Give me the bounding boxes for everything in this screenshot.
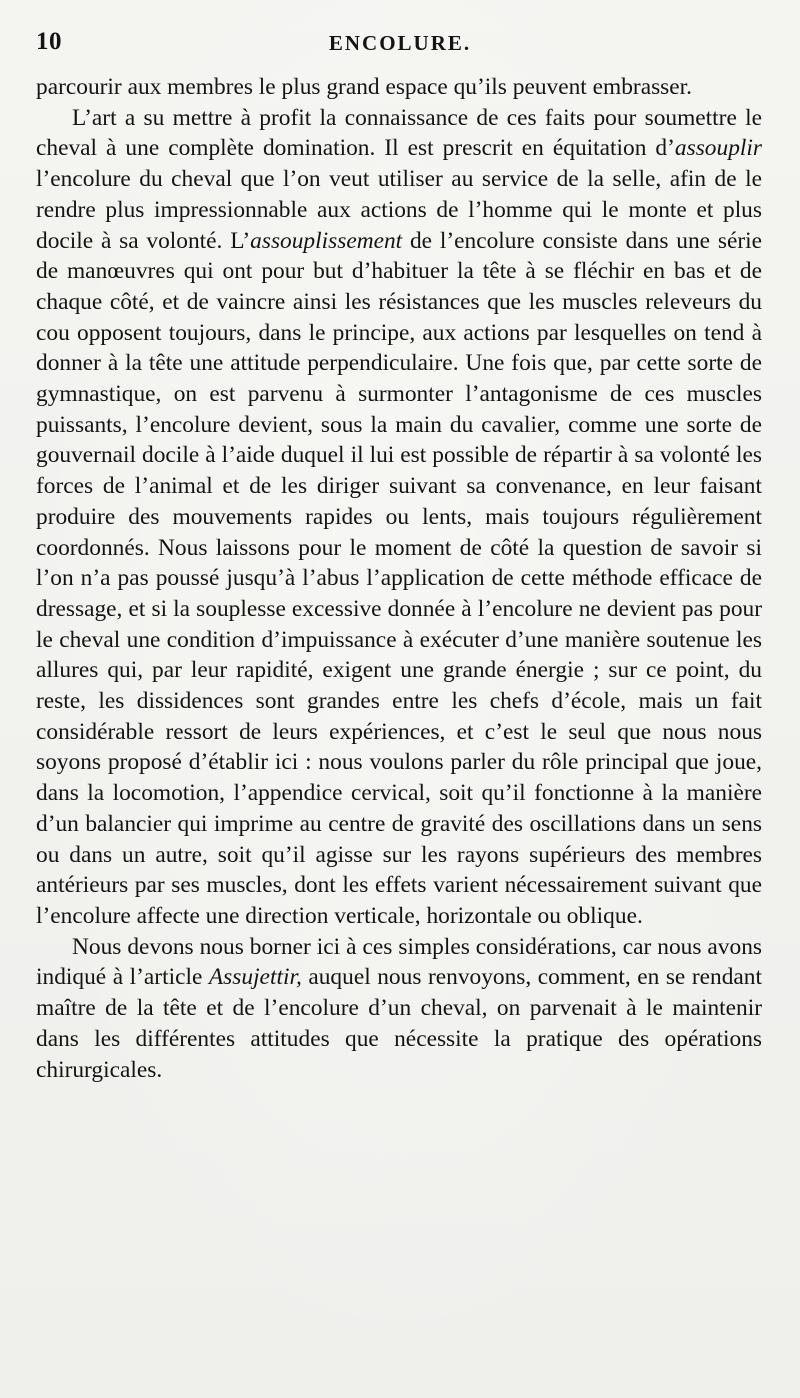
page-number: 10 <box>36 28 62 55</box>
italic-term: assouplissement <box>250 227 403 254</box>
paragraph-text: de l’encolure consiste dans une série de manœuvres qui ont pour but d’habituer la tête à se fléchir en bas et de chaque côté, et de vaincre ainsi les résistances que les muscles releveurs du cou opposent toujours, dans le principe, aux actions par lesquelles on tend à donner à la tête une attitude perpendiculaire. Une fois que, par cette sorte de gymnastique, on est parvenu à surmonter l’antagonisme de ces muscles puissants, l’encolure devient, sous la main du cavalier, comme une sorte de gouvernail docile à l’aide duquel il lui est possible de répartir à sa volonté les forces de l’animal et de les diriger suivant sa convenance, en leur faisant produire des mouvements rapides ou lents, mais toujours régulièrement coordonnés. Nous laissons pour le moment de côté la question de savoir si l’on n’a pas poussé jusqu’à l’abus l’application de cette méthode efficace de dressage, et si la souplesse excessive donnée à l’encolure ne devient pas pour le cheval une condition d’impuissance à exécuter d’une manière soutenue les allures qui, par leur rapidité, exigent une grande énergie ; sur ce point, du reste, les dissidences sont grandes entre les chefs d’école, mais un fait considérable ressort de leurs expériences, et c’est le seul que nous nous soyons proposé d’établir ici : nous voulons parler du rôle principal que joue, dans la locomotion, l’appendice cervical, soit qu’il fonctionne à la manière d’un balancier qui imprime au centre de gravité des oscillations dans un sens ou dans un autre, soit qu’il agisse sur les rayons supérieurs des membres antérieurs par ses muscles, dont les effets varient nécessairement suivant que l’encolure affecte une direction verticale, horizontale ou oblique. <box>36 227 762 929</box>
running-head: ENCOLURE. <box>328 31 472 55</box>
paragraph <box>36 103 762 932</box>
paragraph-text: l’encolure du cheval que l’on veut utiliser au service de la selle, afin de le rendre plus impressionnable aux actions de l’homme qui le monte et plus docile à sa volonté. L’ <box>36 166 762 254</box>
paragraph-text: parcourir aux membres le plus grand espace qu’ils peuvent embrasser. <box>36 74 693 100</box>
paragraph <box>36 72 762 103</box>
paragraph-text: Nous devons nous borner ici à ces simples considérations, car nous avons indiqué à l’article <box>36 933 762 991</box>
page-header <box>36 28 764 62</box>
paragraph <box>36 932 762 1086</box>
paragraph-text: L’art a su mettre à profit la connaissance de ces faits pour soumettre le cheval à une complète domination. Il est prescrit en équitation d’ <box>36 104 762 162</box>
body-text <box>36 72 762 1085</box>
paragraph-text: auquel nous renvoyons, comment, en se rendant maître de la tête et de l’encolure d’un cheval, on parvenait à le maintenir dans les différentes attitudes que nécessite la pratique des opérations chirurgicales. <box>36 964 762 1083</box>
italic-term: Assujettir, <box>208 964 302 991</box>
italic-term: assouplir <box>674 135 762 162</box>
